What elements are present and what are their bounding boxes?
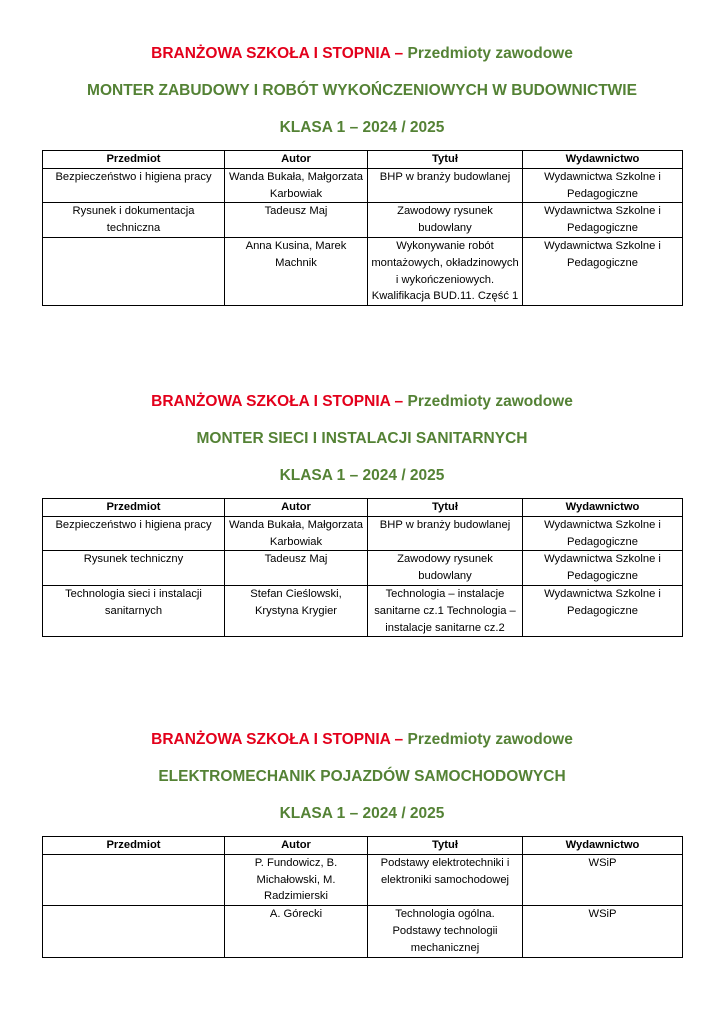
class-title: KLASA 1 – 2024 / 2025 [279, 805, 445, 822]
section-heading [42, 392, 682, 412]
table-row [43, 854, 683, 905]
textbook-table [42, 836, 683, 958]
cell-publisher: Wydawnictwa Szkolne i Pedagogiczne [523, 203, 683, 238]
cell-author: Anna Kusina, Marek Machnik [225, 237, 368, 305]
cell-title: Technologia – instalacje sanitarne cz.1 Technologia – instalacje sanitarne cz.2 [368, 585, 523, 636]
cell-subject [43, 854, 225, 905]
school-name: BRANŻOWA SZKOŁA I STOPNIA – [151, 45, 404, 62]
cell-subject: Bezpieczeństwo i higiena pracy [43, 516, 225, 551]
table-row [43, 237, 683, 305]
section-3 [42, 730, 682, 958]
cell-title: Podstawy elektrotechniki i elektroniki samochodowej [368, 854, 523, 905]
cell-title: Zawodowy rysunek budowlany [368, 203, 523, 238]
header-subject: Przedmiot [43, 837, 225, 855]
subjects-label: Przedmioty zawodowe [407, 731, 573, 748]
header-title: Tytuł [368, 499, 523, 517]
section-heading [42, 44, 682, 64]
class-title: KLASA 1 – 2024 / 2025 [279, 467, 445, 484]
cell-author: Tadeusz Maj [225, 551, 368, 586]
cell-publisher: WSiP [523, 906, 683, 957]
cell-publisher: Wydawnictwa Szkolne i Pedagogiczne [523, 237, 683, 305]
table-header-row [43, 151, 683, 169]
table-row [43, 551, 683, 586]
header-publisher: Wydawnictwo [523, 499, 683, 517]
cell-subject [43, 906, 225, 957]
cell-publisher: Wydawnictwa Szkolne i Pedagogiczne [523, 516, 683, 551]
section-heading [42, 730, 682, 750]
cell-subject: Rysunek techniczny [43, 551, 225, 586]
header-title: Tytuł [368, 837, 523, 855]
cell-title: Wykonywanie robót montażowych, okładzinowych i wykończeniowych. Kwalifikacja BUD.11. Część 1 [368, 237, 523, 305]
header-subject: Przedmiot [43, 151, 225, 169]
profession-title: MONTER SIECI I INSTALACJI SANITARNYCH [196, 430, 528, 447]
cell-title: BHP w branży budowlanej [368, 516, 523, 551]
cell-publisher: Wydawnictwa Szkolne i Pedagogiczne [523, 585, 683, 636]
cell-author: P. Fundowicz, B. Michałowski, M. Radzimierski [225, 854, 368, 905]
subjects-label: Przedmioty zawodowe [407, 393, 573, 410]
cell-publisher: Wydawnictwa Szkolne i Pedagogiczne [523, 168, 683, 203]
class-title: KLASA 1 – 2024 / 2025 [279, 119, 445, 136]
cell-author: Tadeusz Maj [225, 203, 368, 238]
cell-title: Technologia ogólna. Podstawy technologii mechanicznej [368, 906, 523, 957]
table-header-row [43, 837, 683, 855]
header-publisher: Wydawnictwo [523, 151, 683, 169]
textbook-table [42, 498, 683, 637]
table-row [43, 585, 683, 636]
header-author: Autor [225, 499, 368, 517]
cell-subject [43, 237, 225, 305]
section-1 [42, 44, 682, 306]
school-name: BRANŻOWA SZKOŁA I STOPNIA – [151, 731, 404, 748]
table-row [43, 906, 683, 957]
cell-publisher: Wydawnictwa Szkolne i Pedagogiczne [523, 551, 683, 586]
cell-author: Wanda Bukała, Małgorzata Karbowiak [225, 516, 368, 551]
table-row [43, 168, 683, 203]
header-author: Autor [225, 151, 368, 169]
school-name: BRANŻOWA SZKOŁA I STOPNIA – [151, 393, 404, 410]
header-title: Tytuł [368, 151, 523, 169]
cell-title: Zawodowy rysunek budowlany [368, 551, 523, 586]
profession-title: MONTER ZABUDOWY I ROBÓT WYKOŃCZENIOWYCH W BUDOWNICTWIE [87, 82, 637, 99]
table-row [43, 516, 683, 551]
cell-subject: Bezpieczeństwo i higiena pracy [43, 168, 225, 203]
header-publisher: Wydawnictwo [523, 837, 683, 855]
textbook-table [42, 150, 683, 306]
cell-title: BHP w branży budowlanej [368, 168, 523, 203]
cell-author: Stefan Cieślowski, Krystyna Krygier [225, 585, 368, 636]
cell-author: Wanda Bukała, Małgorzata Karbowiak [225, 168, 368, 203]
cell-publisher: WSiP [523, 854, 683, 905]
cell-subject: Rysunek i dokumentacja techniczna [43, 203, 225, 238]
table-header-row [43, 499, 683, 517]
table-row [43, 203, 683, 238]
profession-title: ELEKTROMECHANIK POJAZDÓW SAMOCHODOWYCH [158, 768, 566, 785]
header-subject: Przedmiot [43, 499, 225, 517]
header-author: Autor [225, 837, 368, 855]
section-2 [42, 392, 682, 637]
cell-author: A. Górecki [225, 906, 368, 957]
subjects-label: Przedmioty zawodowe [407, 45, 573, 62]
cell-subject: Technologia sieci i instalacji sanitarnych [43, 585, 225, 636]
